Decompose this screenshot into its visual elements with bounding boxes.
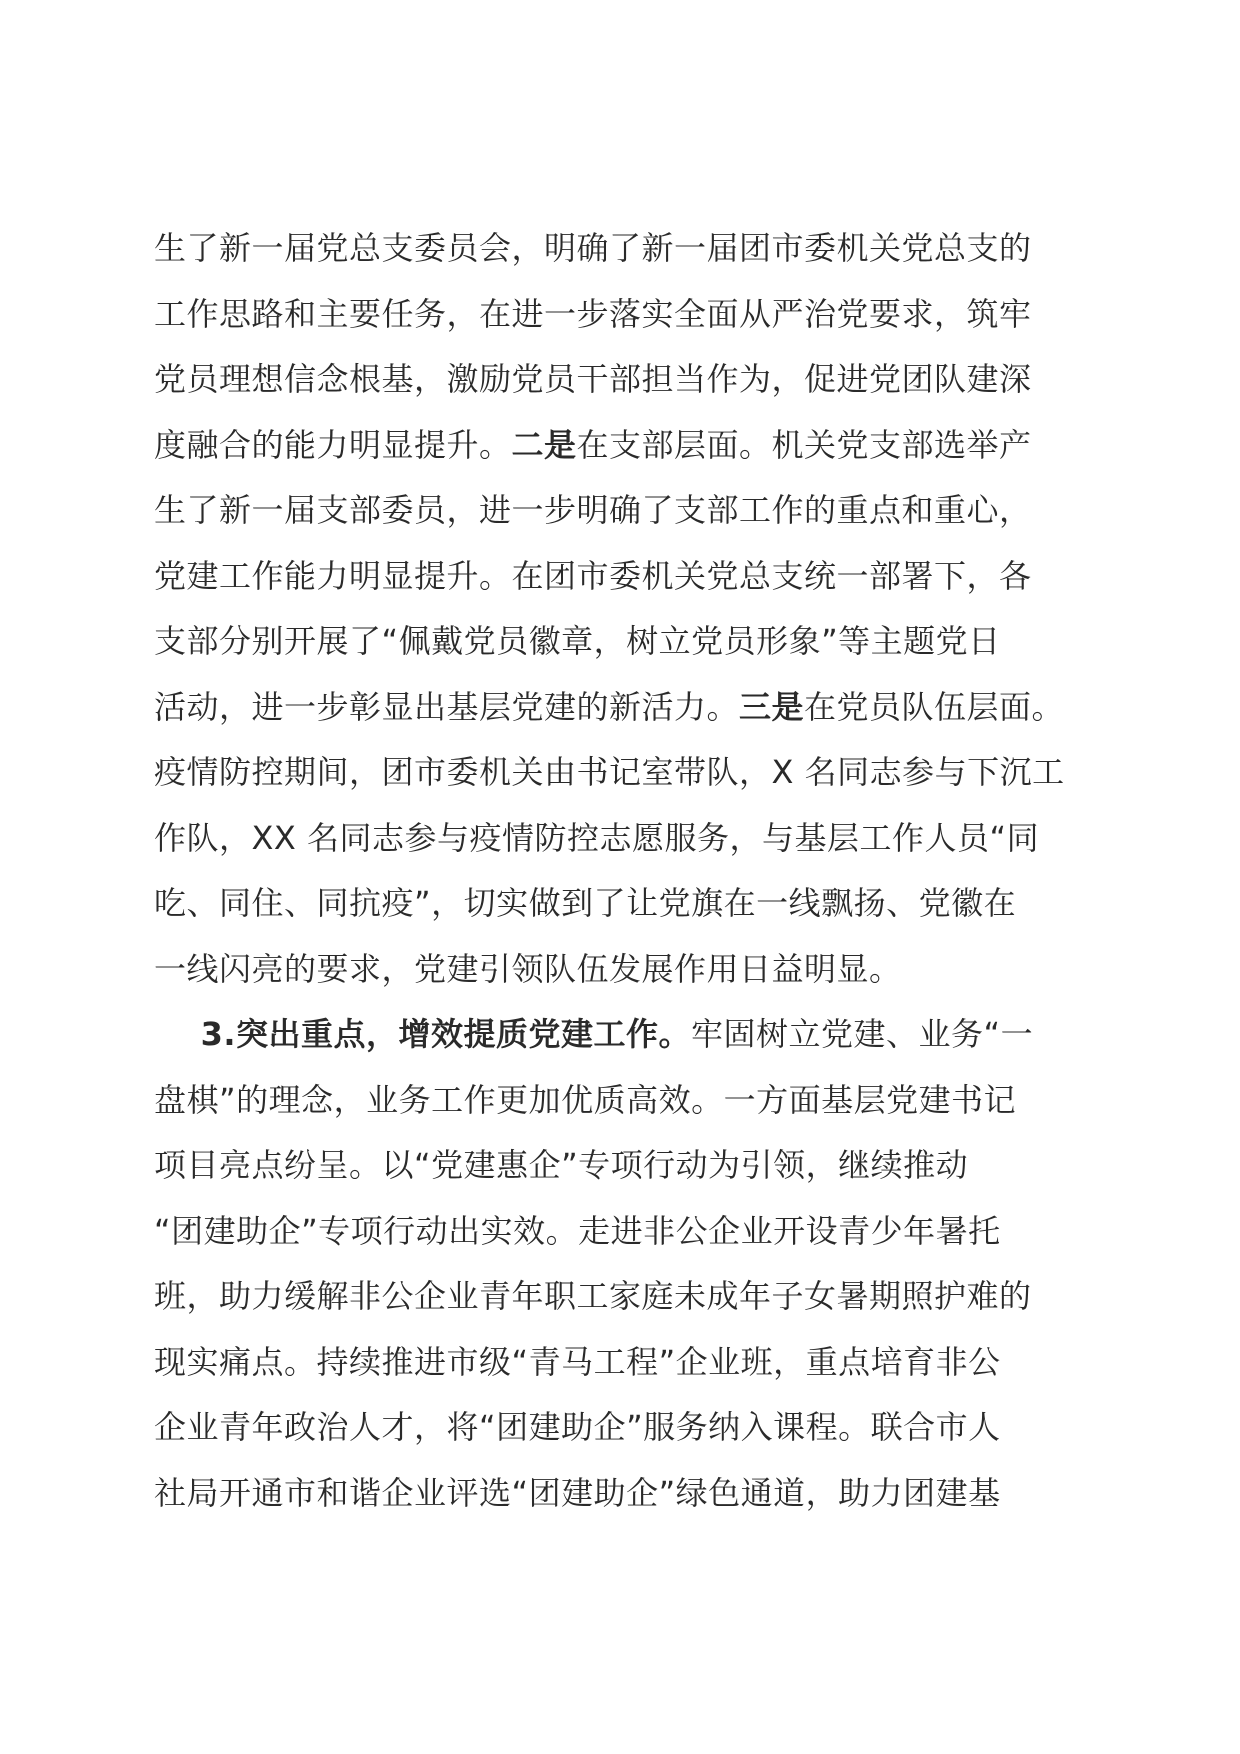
text-run: 疫情防控期间，团市委机关由书记室带队，X 名同志参与下沉工 — [154, 753, 1065, 791]
text-line — [154, 478, 1094, 544]
text-run: 牢固树立党建、业务“一 — [691, 1015, 1034, 1053]
bold-text-run: 三是 — [739, 687, 805, 726]
text-line — [154, 216, 1094, 282]
text-run: 班，助力缓解非公企业青年职工家庭未成年子女暑期照护难的 — [154, 1277, 1032, 1315]
bold-text-run: 3.突出重点，增效提质党建工作。 — [154, 1015, 691, 1053]
text-run: 生了新一届党总支委员会，明确了新一届团市委机关党总支的 — [154, 229, 1032, 267]
text-line — [154, 1199, 1094, 1265]
text-run: 生了新一届支部委员，进一步明确了支部工作的重点和重心， — [154, 491, 1032, 529]
text-line — [154, 1264, 1094, 1330]
text-run: 活动，进一步彰显出基层党建的新活力。 — [154, 687, 740, 726]
text-run: 项目亮点纷呈。以“党建惠企”专项行动为引领，继续推动 — [154, 1146, 969, 1184]
text-line — [154, 1002, 1094, 1068]
text-line — [154, 1330, 1094, 1396]
text-line — [154, 806, 1094, 872]
text-run: 工作思路和主要任务，在进一步落实全面从严治党要求，筑牢 — [154, 294, 1032, 333]
text-run: 在党员队伍层面。 — [804, 687, 1065, 726]
text-line — [154, 1068, 1094, 1134]
text-line — [154, 1133, 1094, 1199]
text-run: 吃、同住、同抗疫”，切实做到了让党旗在一线飘扬、党徽在 — [154, 884, 1017, 922]
text-line — [154, 282, 1094, 348]
text-line — [154, 347, 1094, 413]
text-run: “团建助企”专项行动出实效。走进非公企业开设青少年暑托 — [154, 1211, 1001, 1250]
text-run: 党员理想信念根基，激励党员干部担当作为，促进党团队建深 — [154, 360, 1032, 398]
text-line — [154, 1461, 1094, 1527]
text-run: 作队，XX 名同志参与疫情防控志愿服务，与基层工作人员“同 — [154, 818, 1040, 857]
text-line — [154, 871, 1094, 937]
text-run: 一线闪亮的要求，党建引领队伍发展作用日益明显。 — [154, 949, 902, 988]
text-line — [154, 413, 1094, 479]
body-text — [154, 216, 1094, 1526]
text-run: 盘棋”的理念，业务工作更加优质高效。一方面基层党建书记 — [154, 1080, 1017, 1119]
text-run: 支部分别开展了“佩戴党员徽章，树立党员形象”等主题党日 — [154, 622, 1001, 660]
bold-text-run: 二是 — [511, 425, 577, 464]
text-line — [154, 609, 1094, 675]
text-line — [154, 544, 1094, 610]
text-run: 党建工作能力明显提升。在团市委机关党总支统一部署下，各 — [154, 556, 1032, 595]
text-line — [154, 740, 1094, 806]
text-line — [154, 675, 1094, 741]
text-run: 度融合的能力明显提升。 — [154, 425, 512, 464]
text-run: 社局开通市和谐企业评选“团建助企”绿色通道，助力团建基 — [154, 1473, 1001, 1512]
text-line — [154, 937, 1094, 1003]
text-line — [154, 1395, 1094, 1461]
text-run: 现实痛点。持续推进市级“青马工程”企业班，重点培育非公 — [154, 1342, 1001, 1381]
text-run: 企业青年政治人才，将“团建助企”服务纳入课程。联合市人 — [154, 1408, 1001, 1446]
text-run: 在支部层面。机关党支部选举产 — [576, 425, 1032, 464]
